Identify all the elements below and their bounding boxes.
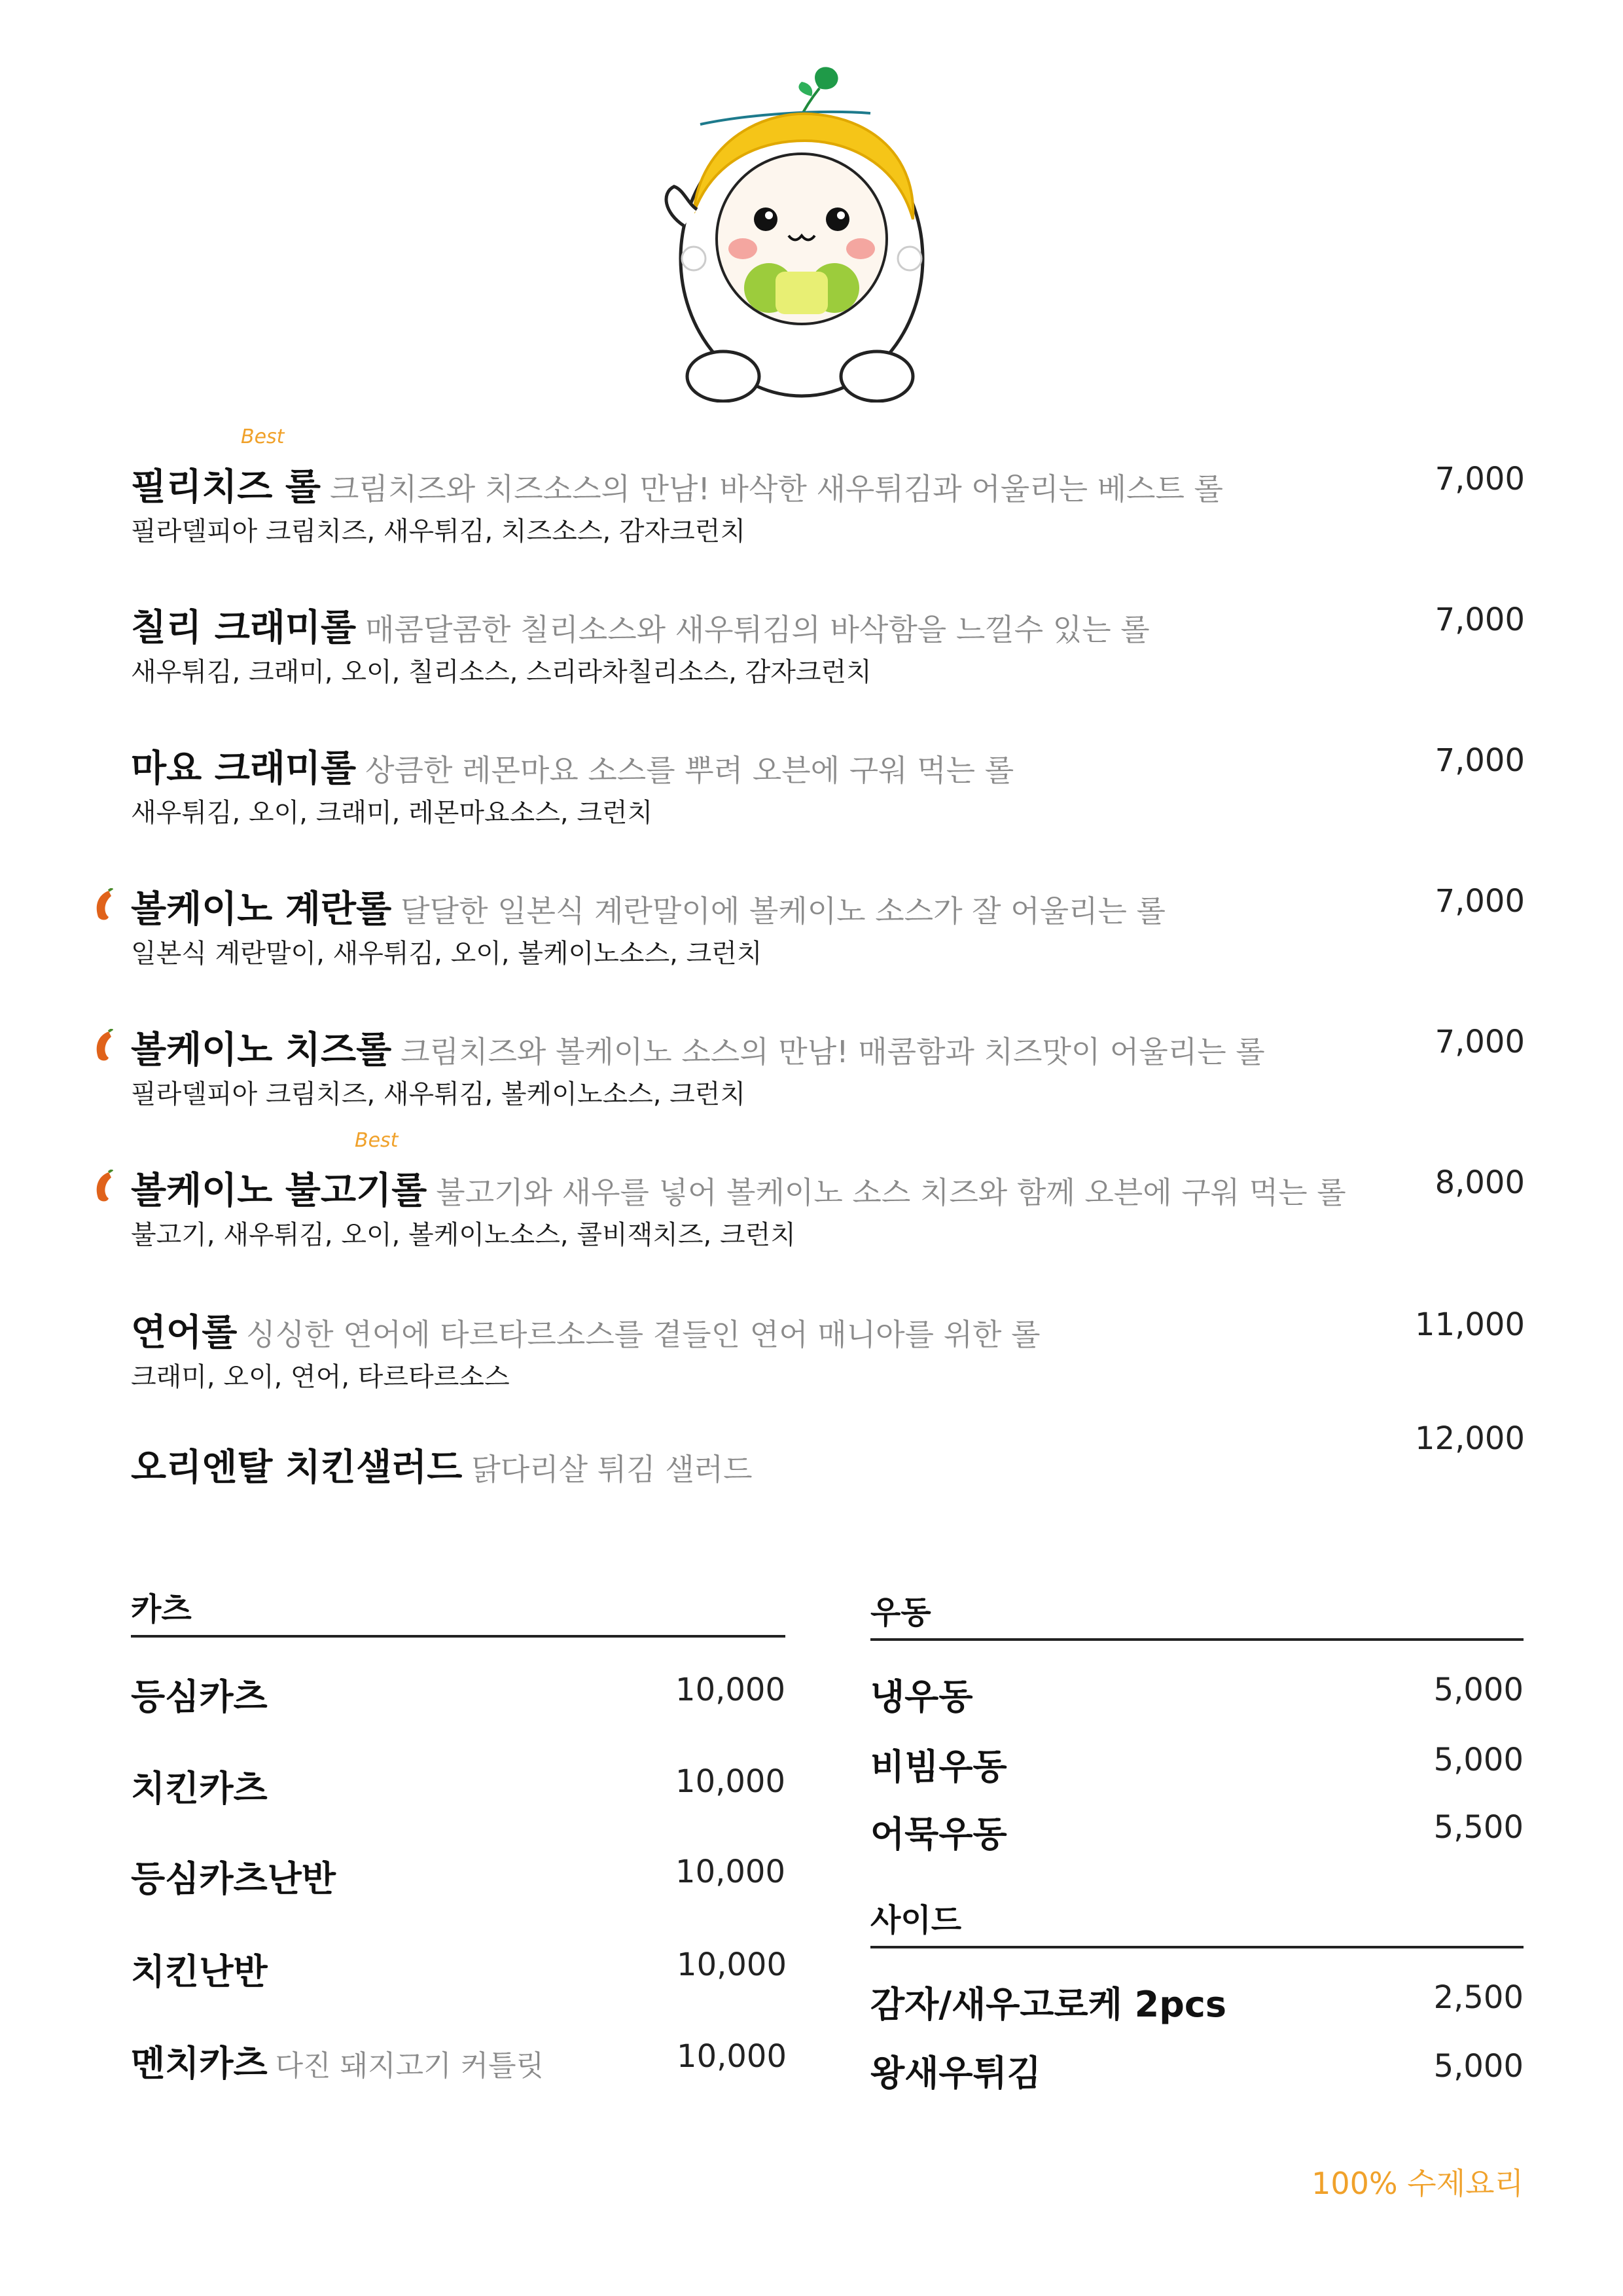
menu-item-katsu bbox=[131, 1944, 787, 1990]
menu-item-name: 냉우동 bbox=[870, 1676, 973, 1717]
menu-item-salmon-roll bbox=[131, 1304, 1525, 1415]
menu-item-desc: 달달한 일본식 계란말이에 볼케이노 소스가 잘 어울리는 롤 bbox=[401, 893, 1166, 929]
menu-item-volcano-egg-roll bbox=[131, 880, 1525, 992]
menu-item-desc: 매콤달콤한 칠리소스와 새우튀김의 바삭함을 느낄수 있는 롤 bbox=[365, 612, 1150, 647]
menu-item-ingredients: 일본식 계란말이, 새우튀김, 오이, 볼케이노소스, 크런치 bbox=[131, 939, 762, 969]
menu-item-desc: 불고기와 새우를 넣어 볼케이노 소스 치즈와 함께 오븐에 구워 먹는 롤 bbox=[436, 1175, 1346, 1210]
menu-item-price: 7,000 bbox=[1435, 883, 1525, 920]
menu-item-name: 치킨카츠 bbox=[131, 1768, 268, 1809]
menu-item-name: 감자/새우고로케 2pcs bbox=[870, 1984, 1227, 2025]
section-divider bbox=[131, 1635, 785, 1638]
menu-item-price: 7,000 bbox=[1435, 601, 1525, 638]
menu-item-name: 볼케이노 계란롤 bbox=[131, 888, 392, 931]
menu-item-desc: 닭다리살 튀김 샐러드 bbox=[471, 1452, 753, 1487]
menu-item-volcano-cheese-roll bbox=[131, 1021, 1525, 1132]
section-title-udon: 우동 bbox=[870, 1594, 931, 1631]
menu-item-name: 볼케이노 치즈롤 bbox=[131, 1029, 392, 1071]
menu-item-ingredients: 불고기, 새우튀김, 오이, 볼케이노소스, 콜비잭치즈, 크런치 bbox=[131, 1220, 796, 1250]
menu-item-price: 10,000 bbox=[675, 1763, 785, 1800]
menu-item-chili-crabmeat-roll bbox=[131, 599, 1525, 710]
menu-item-katsu bbox=[131, 2036, 787, 2084]
menu-item-name: 멘치카츠 bbox=[131, 2043, 268, 2084]
menu-item-name: 등심카츠 bbox=[131, 1676, 268, 1717]
section-title-side: 사이드 bbox=[870, 1902, 962, 1939]
menu-item-price: 11,000 bbox=[1415, 1306, 1525, 1343]
menu-item-mayo-crabmeat-roll bbox=[131, 740, 1525, 851]
menu-item-price: 7,000 bbox=[1435, 742, 1525, 779]
menu-item-price: 5,000 bbox=[1433, 2048, 1524, 2085]
menu-item-philly-cheese-roll bbox=[131, 425, 1525, 569]
menu-item-name: 치킨난반 bbox=[131, 1951, 268, 1992]
best-badge: Best bbox=[355, 1129, 399, 1152]
menu-item-name: 마요 크래미롤 bbox=[131, 747, 357, 790]
menu-item-ingredients: 새우튀김, 오이, 크래미, 레몬마요소스, 크런치 bbox=[131, 798, 653, 828]
section-divider bbox=[870, 1946, 1524, 1948]
menu-item-name: 연어롤 bbox=[131, 1312, 238, 1354]
menu-item-price: 10,000 bbox=[677, 1946, 787, 1983]
menu-item-katsu bbox=[131, 1761, 785, 1809]
section-divider bbox=[870, 1638, 1524, 1641]
menu-item-oriental-chicken-salad bbox=[131, 1420, 1525, 1545]
menu-item-side bbox=[870, 2045, 1524, 2094]
menu-item-price: 2,500 bbox=[1433, 1979, 1524, 2016]
handmade-footer-note: 100% 수제요리 bbox=[1311, 2166, 1524, 2201]
menu-item-price: 8,000 bbox=[1435, 1164, 1525, 1201]
menu-item-udon bbox=[870, 1806, 1524, 1855]
menu-item-ingredients: 크래미, 오이, 연어, 타르타르소스 bbox=[131, 1362, 510, 1392]
menu-item-desc: 상큼한 레몬마요 소스를 뿌려 오븐에 구워 먹는 롤 bbox=[365, 753, 1014, 788]
menu-item-ingredients: 필라델피아 크림치즈, 새우튀김, 치즈소스, 감자크런치 bbox=[131, 516, 746, 547]
menu-item-name: 왕새우튀김 bbox=[870, 2053, 1041, 2094]
menu-item-desc: 크림치즈와 치즈소스의 만남! 바삭한 새우튀김과 어울리는 베스트 롤 bbox=[329, 471, 1223, 507]
menu-item-desc: 싱싱한 연어에 타르타르소스를 곁들인 연어 매니아를 위한 롤 bbox=[246, 1317, 1041, 1352]
menu-item-price: 5,000 bbox=[1433, 1742, 1524, 1778]
chili-pepper-icon bbox=[92, 1170, 115, 1204]
menu-item-name: 칠리 크래미롤 bbox=[131, 607, 357, 649]
menu-item-price: 10,000 bbox=[677, 2038, 787, 2075]
menu-item-price: 7,000 bbox=[1435, 1024, 1525, 1060]
menu-item-name: 필리치즈 롤 bbox=[131, 466, 321, 509]
menu-item-ingredients: 필라델피아 크림치즈, 새우튀김, 볼케이노소스, 크런치 bbox=[131, 1079, 746, 1109]
menu-item-price: 12,000 bbox=[1415, 1420, 1525, 1457]
menu-item-side bbox=[870, 1977, 1524, 2025]
menu-item-volcano-bulgogi-roll bbox=[131, 1129, 1525, 1273]
menu-item-udon bbox=[870, 1669, 1524, 1715]
menu-item-katsu bbox=[131, 1851, 785, 1897]
menu-item-ingredients: 새우튀김, 크래미, 오이, 칠리소스, 스리라차칠리소스, 감자크런치 bbox=[131, 657, 872, 687]
menu-item-price: 5,500 bbox=[1433, 1809, 1524, 1846]
menu-item-name: 어묵우동 bbox=[870, 1814, 1007, 1855]
section-title-katsu: 카츠 bbox=[131, 1591, 192, 1628]
menu-item-name: 비빔우동 bbox=[870, 1746, 1007, 1787]
menu-item-price: 10,000 bbox=[675, 1854, 785, 1890]
menu-item-desc: 다진 돼지고기 커틀릿 bbox=[275, 2049, 544, 2083]
menu-item-desc: 크림치즈와 볼케이노 소스의 만남! 매콤함과 치즈맛이 어울리는 롤 bbox=[401, 1034, 1265, 1069]
chili-pepper-icon bbox=[92, 888, 115, 922]
menu-item-name: 오리엔탈 치킨샐러드 bbox=[131, 1446, 463, 1489]
chili-pepper-icon bbox=[92, 1029, 115, 1063]
best-badge: Best bbox=[241, 425, 285, 448]
menu-item-price: 7,000 bbox=[1435, 461, 1525, 497]
menu-item-name: 볼케이노 불고기롤 bbox=[131, 1170, 427, 1212]
menu-item-price: 10,000 bbox=[675, 1672, 785, 1708]
menu-item-name: 등심카츠난반 bbox=[131, 1858, 336, 1899]
menu-item-katsu bbox=[131, 1669, 785, 1715]
menu-item-udon bbox=[870, 1739, 1524, 1785]
menu-item-price: 5,000 bbox=[1433, 1672, 1524, 1708]
sushi-roll-mascot-icon bbox=[648, 62, 955, 403]
